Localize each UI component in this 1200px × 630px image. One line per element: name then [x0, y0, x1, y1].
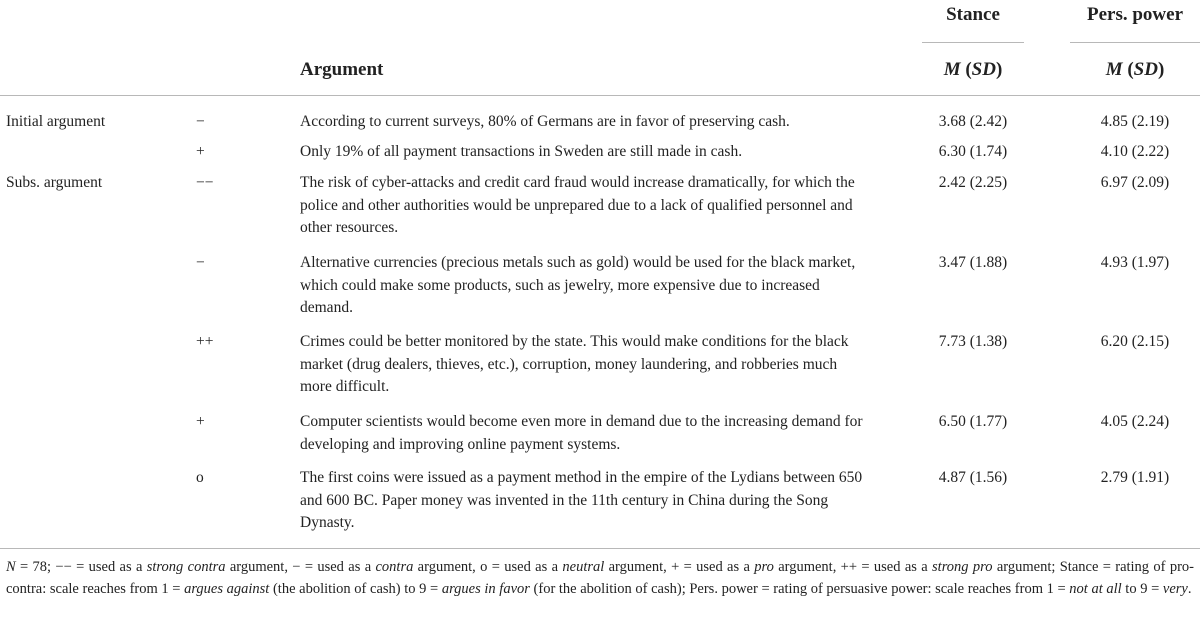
row-sign: −−: [196, 174, 214, 191]
stance-header-rule: [922, 42, 1024, 43]
row-power: 4.10 (2.22): [1100, 143, 1170, 160]
row-argument: The first coins were issued as a payment method in the empire of the Lydians between 650 and 600 BC. Paper money was invented in the 11th century in China during the Song Dynasty.: [300, 469, 863, 531]
row-argument: According to current surveys, 80% of Germans are in favor of preserving cash.: [300, 113, 790, 130]
row-power: 6.97 (2.09): [1100, 174, 1170, 191]
row-stance: 6.30 (1.74): [938, 143, 1008, 160]
row-argument: The risk of cyber-attacks and credit card fraud would increase dramatically, for which the police and other authorities would be unprepared due to a lack of qualified personnel and other resources.: [300, 174, 855, 236]
row-sign: +: [196, 413, 205, 430]
row-argument: Alternative currencies (precious metals such as gold) would be used for the black market, which could make some products, such as jewelry, more expensive due to increased demand.: [300, 254, 856, 316]
argument-header: Argument: [300, 59, 384, 80]
row-power: 4.85 (2.19): [1100, 113, 1170, 130]
stance-header: Stance: [946, 4, 1000, 25]
row-group-label: Initial argument: [6, 113, 106, 130]
row-power: 2.79 (1.91): [1100, 469, 1170, 486]
pers-power-header: Pers. power: [1086, 4, 1184, 25]
row-sign: +: [196, 143, 205, 160]
row-power: 4.05 (2.24): [1100, 413, 1170, 430]
row-argument: Only 19% of all payment transactions in Sweden are still made in cash.: [300, 143, 743, 160]
power-msd-header: M (SD): [1105, 59, 1165, 80]
row-stance: 3.47 (1.88): [938, 254, 1008, 271]
table-bottom-rule: [0, 548, 1200, 549]
row-argument: Crimes could be better monitored by the state. This would make conditions for the black market (drug dealers, thieves, etc.), corruption, money laundering, and robberies much more difficult.: [300, 333, 849, 395]
row-argument: Computer scientists would become even more in demand due to the increasing demand for developing and improving online payment systems.: [300, 413, 863, 453]
row-power: 4.93 (1.97): [1100, 254, 1170, 271]
row-stance: 7.73 (1.38): [938, 333, 1008, 350]
row-stance: 2.42 (2.25): [938, 174, 1008, 191]
stance-msd-header: M (SD): [943, 59, 1003, 80]
row-sign: o: [196, 469, 204, 486]
row-stance: 4.87 (1.56): [938, 469, 1008, 486]
row-sign: −: [196, 254, 205, 271]
row-power: 6.20 (2.15): [1100, 333, 1170, 350]
row-sign: −: [196, 113, 205, 130]
row-stance: 3.68 (2.42): [938, 113, 1008, 130]
header-bottom-rule: [0, 95, 1200, 96]
row-sign: ++: [196, 333, 214, 350]
row-group-label: Subs. argument: [6, 174, 103, 191]
pers-power-header-rule: [1070, 42, 1200, 43]
row-stance: 6.50 (1.77): [938, 413, 1008, 430]
table-footnote: N = 78; −− = used as a strong contra argument, − = used as a contra argument, o = used as a neutral argument, + = used as a pro argument, ++ = used as a strong pro argument; Stance = rating of pro-contra: scale reaches from 1 = argues against (the abolition of cash) to 9 = argues in favor (for the abolition of cash); Pers. power = rating of persuasive power: scale reaches from 1 = not at all to 9 = very.: [6, 559, 1194, 597]
